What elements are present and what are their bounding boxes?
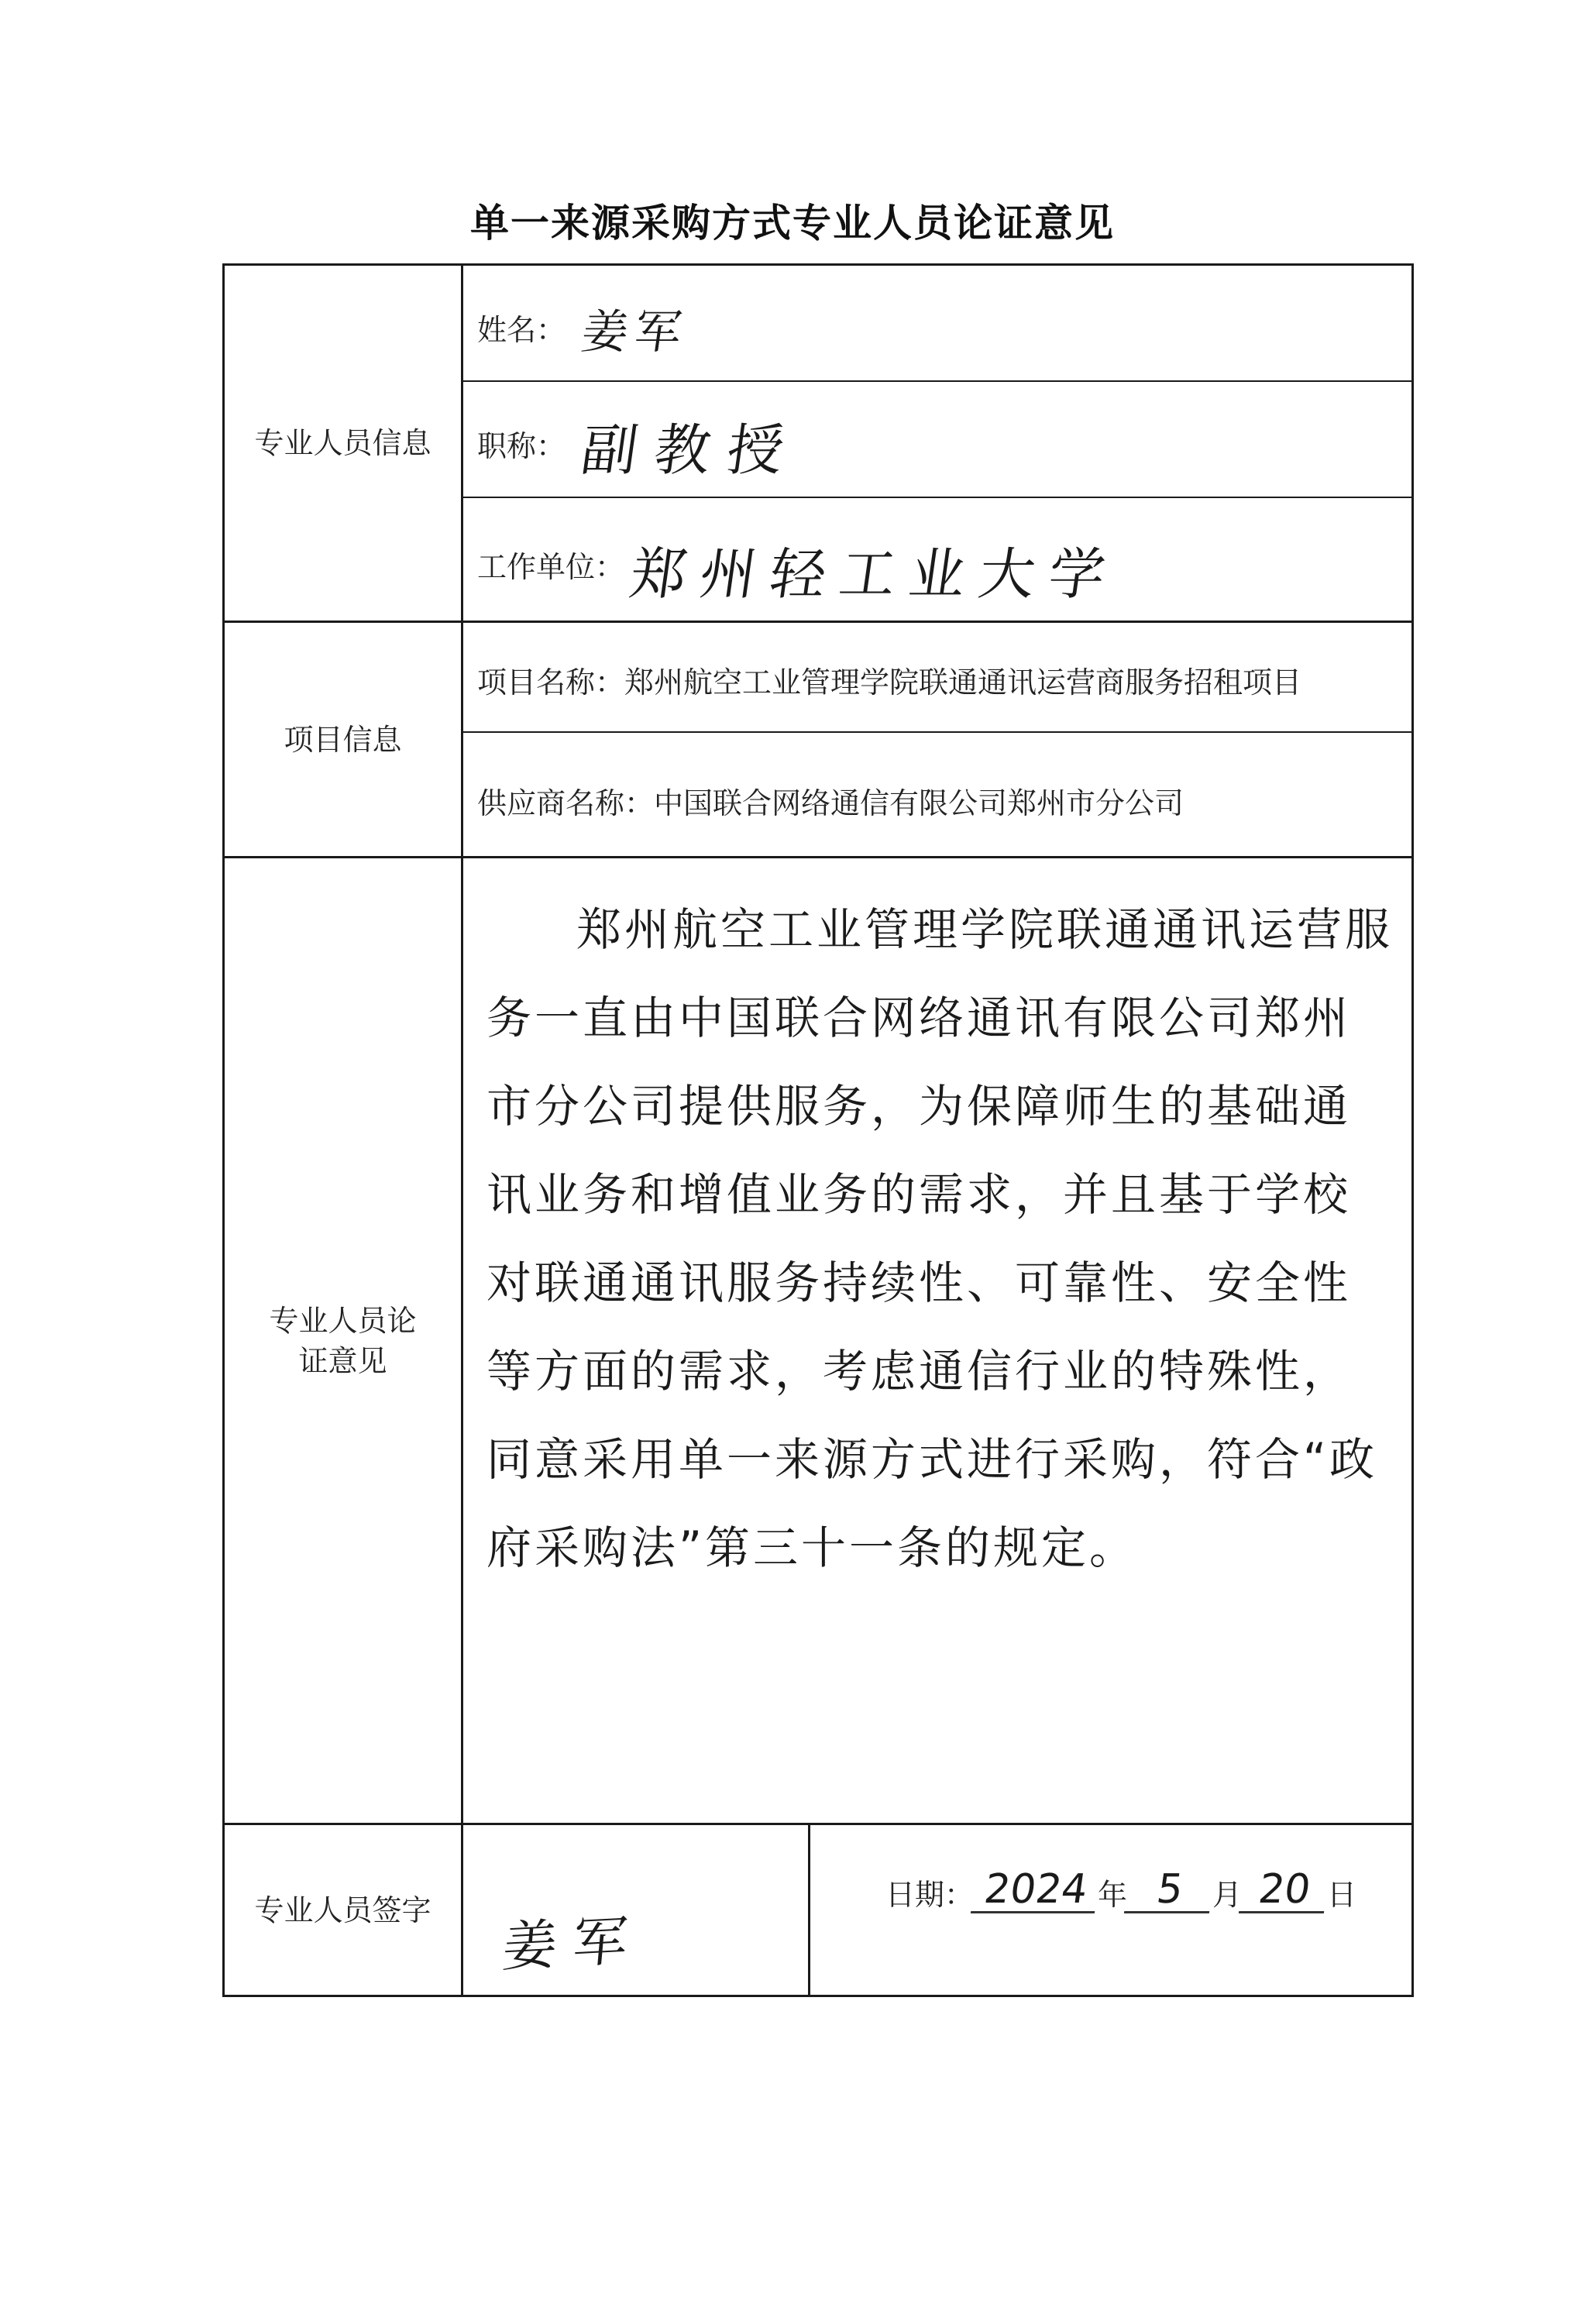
column-divider: [461, 266, 463, 1995]
signature-label: 专业人员签字: [254, 1893, 431, 1927]
date-label: 日期：: [885, 1878, 975, 1912]
name-label: 姓名：: [477, 313, 566, 347]
date-day: 20: [1239, 1868, 1330, 1913]
date-year: 2024: [971, 1868, 1101, 1913]
date-month: 5: [1124, 1868, 1215, 1913]
row-divider: [461, 731, 1411, 733]
unit-label: 工作单位：: [477, 550, 625, 584]
opinion-text: 郑州航空工业管理学院联通通讯运营服务一直由中国联合网络通讯有限公司郑州市分公司提供服务，为保障师生的基础通讯业务和增值业务的需求，并且基于学校对联通通讯服务持续性、可靠性、安全性等方面的需求，考虑通信行业的特殊性，同意采用单一来源方式进行采购，符合“政府采购法”第三十一条的规定。: [487, 903, 1394, 1574]
title-label: 职称：: [477, 429, 566, 463]
date-year-unit: 年: [1098, 1878, 1128, 1912]
project-name-label: 项目名称：: [477, 665, 625, 700]
date-month-unit: 月: [1212, 1878, 1243, 1912]
title-value: 副教授: [577, 418, 806, 483]
column-divider: [808, 1823, 810, 1995]
date-row: [885, 1868, 1356, 1913]
expert-info-label: 专业人员信息: [254, 426, 431, 460]
opinion-label: [225, 858, 461, 1823]
date-day-unit: 日: [1327, 1878, 1357, 1912]
page-title: 单一来源采购方式专业人员论证意见: [470, 201, 1115, 246]
form-table: [222, 263, 1414, 1997]
opinion-label-text: 专业人员论证意见: [269, 1303, 417, 1378]
project-info-label: 项目信息: [284, 722, 402, 757]
name-value: 姜军: [578, 305, 692, 359]
supplier-value: 中国联合网络通信有限公司郑州市分公司: [654, 786, 1184, 820]
signature-value: 姜军: [500, 1908, 646, 1979]
supplier-label: 供应商名称：: [477, 786, 655, 820]
project-name-value: 郑州航空工业管理学院联通通讯运营商服务招租项目: [624, 665, 1302, 700]
row-divider: [461, 380, 1411, 382]
row-divider: [461, 497, 1411, 498]
unit-value: 郑州轻工业大学: [626, 541, 1124, 607]
